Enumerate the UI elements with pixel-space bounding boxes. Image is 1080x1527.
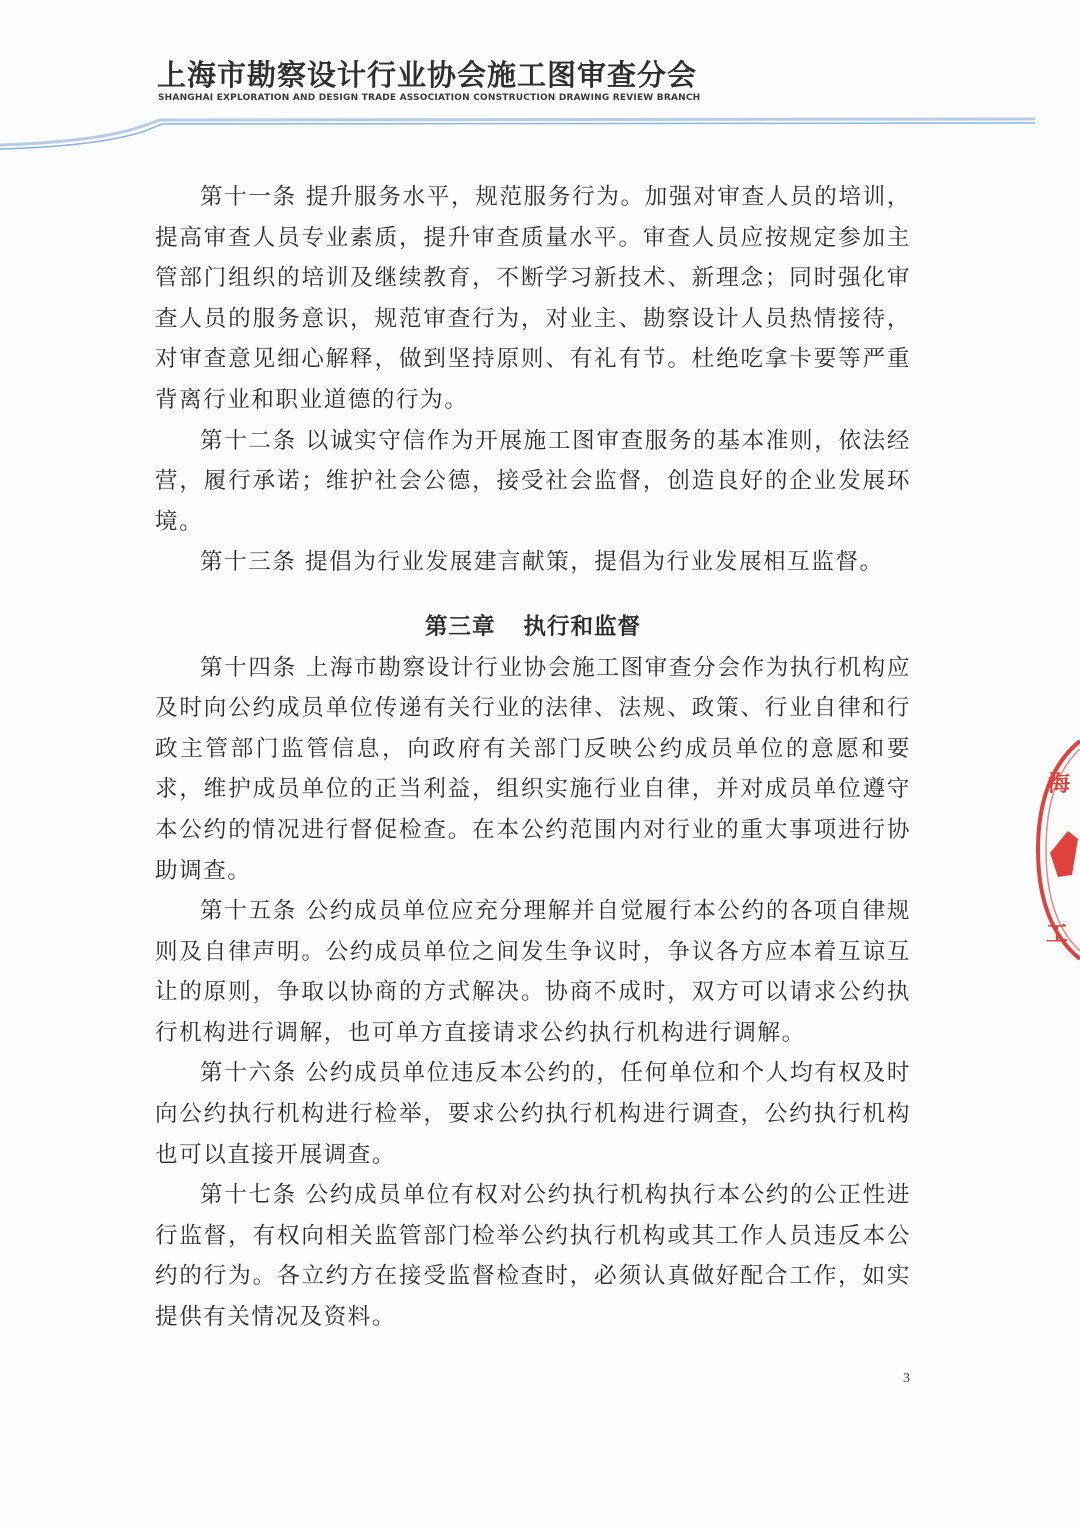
article-15: 第十五条 公约成员单位应充分理解并自觉履行本公约的各项自律规则及自律声明。公约成员单位之间发生争议时，争议各方应本着互谅互让的原则，争取以协商的方式解决。协商不成时，双方可以请求公约执行机构进行调解，也可单方直接请求公约执行机构进行调解。 <box>155 898 911 1046</box>
article-17: 第十七条 公约成员单位有权对公约执行机构执行本公约的公正性进行监督，有权向相关监管部门检举公约执行机构或其工作人员违反本公约的行为。各立约方在接受监督检查时，必须认真做好配合工作，如实提供有关情况及资料。 <box>155 1182 911 1331</box>
page-number: 3 <box>903 1371 910 1386</box>
article-16: 第十六条 公约成员单位违反本公约的，任何单位和个人均有权及时向公约执行机构进行检举，要求公约执行机构进行调查，公约执行机构也可以直接开展调查。 <box>155 1060 911 1168</box>
chapter-title: 执行和监督 <box>523 613 642 640</box>
article-12: 第十二条 以诚实守信作为开展施工图审查服务的基本准则，依法经营，履行承诺；维护社会公德，接受社会监督，创造良好的企业发展环境。 <box>155 427 911 535</box>
letterhead-rule <box>0 113 1080 153</box>
chapter-number: 第三章 <box>424 613 496 640</box>
document-body <box>155 177 911 1338</box>
official-seal: 海 工 <box>1020 735 1080 965</box>
letterhead-subtitle: SHANGHAI EXPLORATION AND DESIGN TRADE ASSOCIATION CONSTRUCTION DRAWING REVIEW BRANCH <box>158 93 701 103</box>
article-14: 第十四条 上海市勘察设计行业协会施工图审查分会作为执行机构应及时向公约成员单位传递有关行业的法律、法规、政策、行业自律和行政主管部门监管信息，向政府有关部门反映公约成员单位的意愿和要求，维护成员单位的正当利益，组织实施行业自律，并对成员单位遵守本公约的情况进行督促检查。在本公约范围内对行业的重大事项进行协助调查。 <box>155 654 911 884</box>
letterhead-title: 上海市勘察设计行业协会施工图审查分会 <box>157 58 698 92</box>
chapter-heading <box>155 607 911 648</box>
article-13: 第十三条 提倡为行业发展建言献策，提倡为行业发展相互监督。 <box>200 549 884 576</box>
article-11: 第十一条 提升服务水平，规范服务行为。加强对审查人员的培训，提高审查人员专业素质，提升审查质量水平。审查人员应按规定参加主管部门组织的培训及继续教育，不断学习新技术、新理念；同时强化审查人员的服务意识，规范审查行为，对业主、勘察设计人员热情接待，对审查意见细心解释，做到坚持原则、有礼有节。杜绝吃拿卡要等严重背离行业和职业道德的行为。 <box>155 184 911 413</box>
